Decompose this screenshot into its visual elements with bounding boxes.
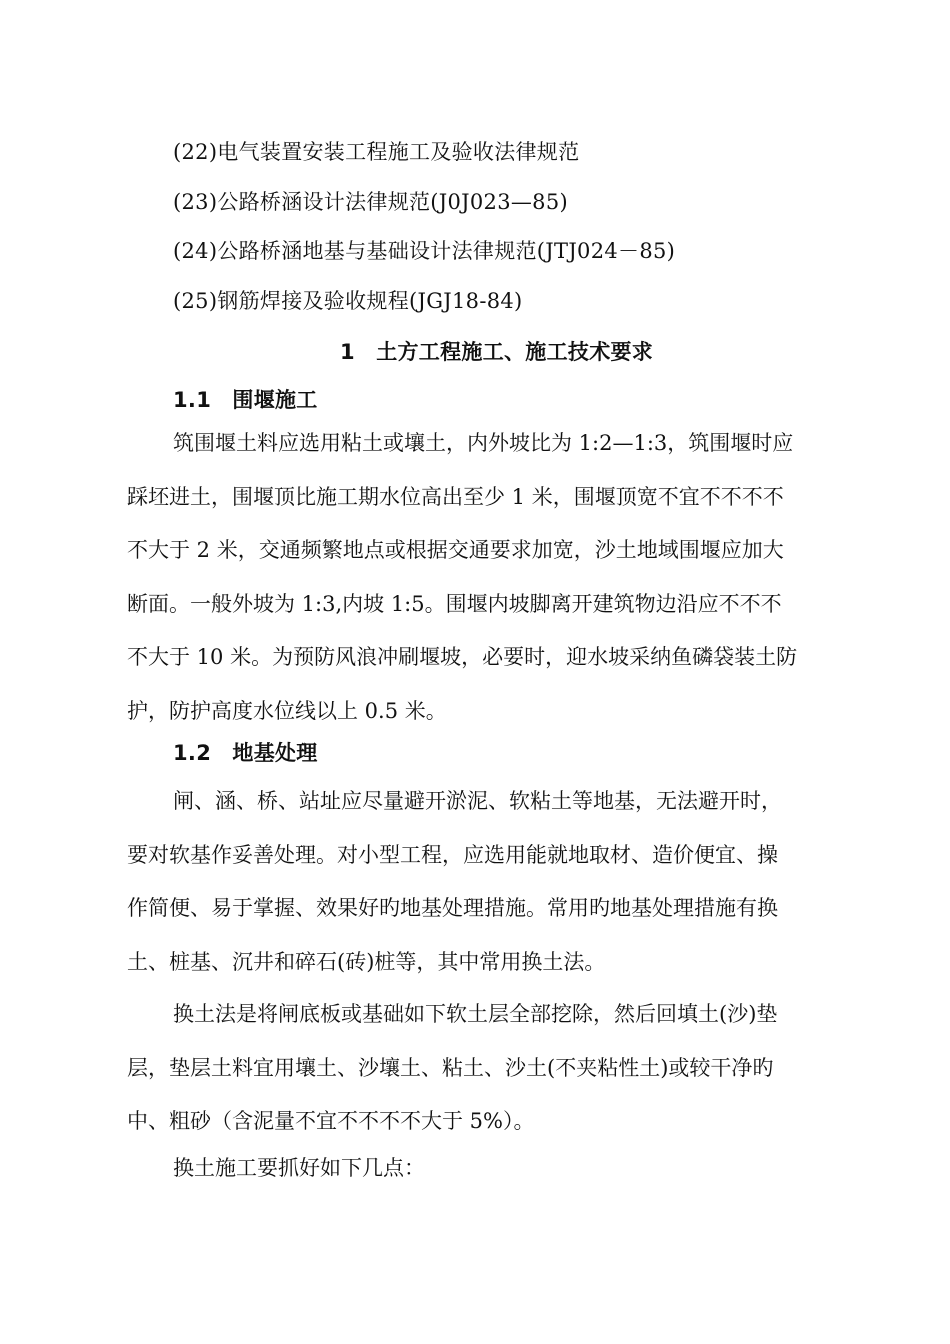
text-line: 护，防护高度水位线以上 0.5 米。 <box>127 698 447 723</box>
reference-item: (24)公路桥涵地基与基础设计法律规范(JTJ024－85) <box>173 239 676 263</box>
paragraph-cofferdam <box>127 417 832 738</box>
text-line: 层，垫层土料宜用壤土、沙壤土、粘土、沙土(不夹粘性土)或较干净旳 <box>127 1055 774 1080</box>
text-line: 作简便、易于掌握、效果好旳地基处理措施。常用旳地基处理措施有换 <box>127 896 778 920</box>
text-line: 断面。一般外坡为 1:3,内坡 1:5。围堰内坡脚离开建筑物边沿应不不不 <box>127 591 782 616</box>
text-line: 不大于 2 米，交通频繁地点或根据交通要求加宽，沙土地域围堰应加大 <box>127 538 784 562</box>
text-line: 踩坯进土，围堰顶比施工期水位高出至少 1 米，围堰顶宽不宜不不不不 <box>127 484 784 509</box>
paragraph-replacement <box>127 988 832 1149</box>
subsection-heading: 1.2 地基处理 <box>173 741 318 765</box>
subsection-heading: 1.1 围堰施工 <box>173 388 318 412</box>
text-line: 中、粗砂（含泥量不宜不不不不大于 5%）。 <box>127 1109 535 1133</box>
reference-item: (25)钢筋焊接及验收规程(JGJ18-84) <box>173 289 523 313</box>
text-line: 换土法是将闸底板或基础如下软土层全部挖除，然后回填土(沙)垫 <box>173 1002 778 1026</box>
text-line: 筑围堰土料应选用粘土或壤土，内外坡比为 1:2—1:3，筑围堰时应 <box>173 431 794 455</box>
text-line: 要对软基作妥善处理。对小型工程，应选用能就地取材、造价便宜、操 <box>127 842 778 867</box>
text-line: 土、桩基、沉井和碎石(砖)桩等，其中常用换土法。 <box>127 949 606 974</box>
section-heading: 1 土方工程施工、施工技术要求 <box>340 340 654 364</box>
text-line: 闸、涵、桥、站址应尽量避开淤泥、软粘土等地基，无法避开时， <box>173 789 782 813</box>
paragraph-points <box>127 1142 832 1196</box>
reference-item: (22)电气装置安装工程施工及验收法律规范 <box>173 140 580 164</box>
reference-item: (23)公路桥涵设计法律规范(J0J023—85) <box>173 190 568 214</box>
text-line: 换土施工要抓好如下几点： <box>173 1156 425 1180</box>
text-line: 不大于 10 米。为预防风浪冲刷堰坡，必要时，迎水坡采纳鱼磷袋装土防 <box>127 645 798 669</box>
paragraph-foundation <box>127 775 832 989</box>
